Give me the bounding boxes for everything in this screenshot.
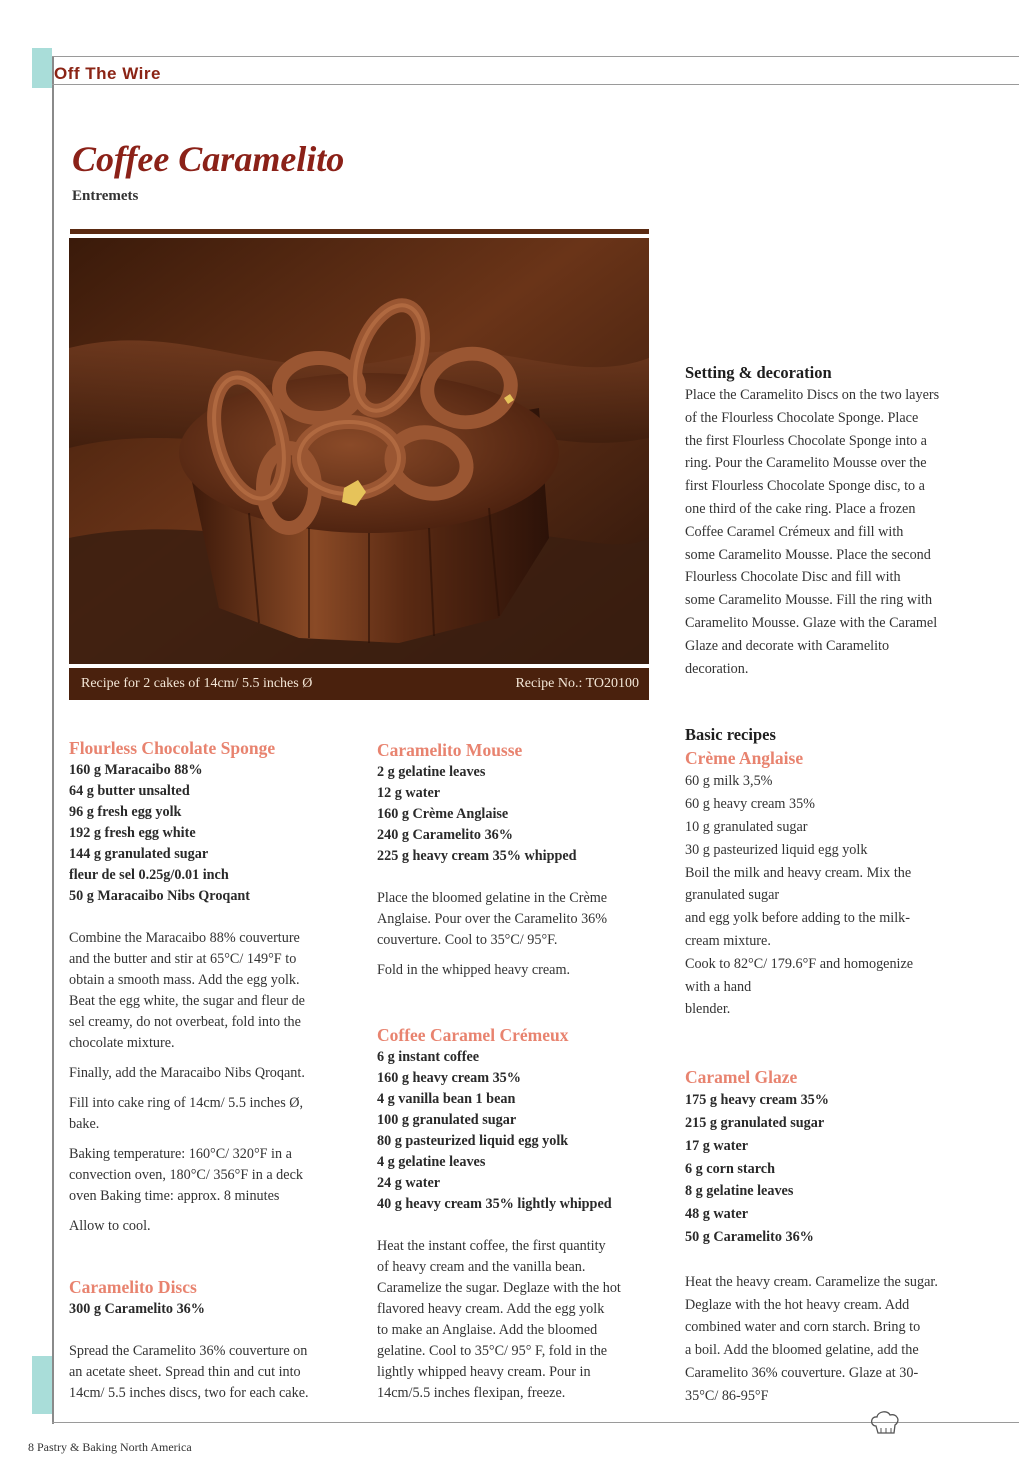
sponge-method-4 — [69, 1144, 349, 1207]
text-line: Anglaise. Pour over the Caramelito 36% — [377, 911, 608, 927]
text-line: Caramelize the sugar. Deglaze with the hot — [377, 1280, 621, 1296]
text-line: and egg yolk before adding to the milk- — [685, 910, 910, 927]
text-line: to make an Anglaise. Add the bloomed — [377, 1322, 598, 1338]
recipe-subtitle: Entremets — [72, 188, 139, 204]
text-line: oven Baking time: approx. 8 minutes — [69, 1188, 280, 1204]
text-line: Coffee Caramel Crémeux and fill with — [685, 523, 904, 540]
ingredient: 17 g water — [685, 1137, 749, 1154]
ingredient: 225 g heavy cream 35% whipped — [377, 848, 577, 864]
text-line: convection oven, 180°C/ 356°F in a deck — [69, 1167, 303, 1183]
text-line: with a hand — [685, 978, 752, 995]
text-line: blender. — [685, 1001, 731, 1018]
text-line: the first Flourless Chocolate Sponge into a — [685, 432, 927, 449]
text-line: Finally, add the Maracaibo Nibs Qroqant. — [69, 1065, 305, 1081]
text-line: some Caramelito Mousse. Fill the ring with — [685, 592, 933, 609]
text-line: ring. Pour the Caramelito Mousse over the — [685, 455, 927, 472]
discs-heading: Caramelito Discs — [69, 1277, 197, 1297]
text-line: Baking temperature: 160°C/ 320°F in a — [69, 1146, 292, 1162]
text-line: Caramelito Mousse. Glaze with the Caramel — [685, 614, 938, 631]
text-line: a boil. Add the bloomed gelatine, add the — [685, 1342, 919, 1359]
text-line: Heat the instant coffee, the first quantity — [377, 1238, 606, 1254]
setting-text — [685, 384, 985, 680]
setting-heading: Setting & decoration — [685, 363, 832, 382]
ingredient: 6 g corn starch — [685, 1160, 775, 1177]
mousse-method-2 — [377, 960, 657, 981]
text-line: granulated sugar — [685, 887, 780, 904]
cremeux-heading: Coffee Caramel Crémeux — [377, 1025, 569, 1045]
text-line: flavored heavy cream. Add the egg yolk — [377, 1301, 605, 1317]
ingredient: 80 g pasteurized liquid egg yolk — [377, 1133, 569, 1149]
text-line: Place the bloomed gelatine in the Crème — [377, 890, 608, 906]
discs-method — [69, 1341, 349, 1404]
ingredient: 215 g granulated sugar — [685, 1114, 825, 1131]
ingredient: 175 g heavy cream 35% — [685, 1092, 829, 1109]
ingredient: 2 g gelatine leaves — [377, 764, 486, 780]
text-line: one third of the cake ring. Place a frozen — [685, 500, 916, 517]
teal-corner-accent-top — [32, 48, 52, 88]
ingredient: 8 g gelatine leaves — [685, 1183, 794, 1200]
text-line: first Flourless Chocolate Sponge disc, to a — [685, 478, 925, 495]
text-line: chocolate mixture. — [69, 1035, 175, 1051]
ingredient: 12 g water — [377, 785, 441, 801]
text-line: Combine the Maracaibo 88% couverture — [69, 930, 300, 946]
sponge-ingredients — [69, 760, 349, 907]
anglaise-method — [685, 862, 985, 1022]
ingredient: 160 g Crème Anglaise — [377, 806, 509, 822]
text-line: Deglaze with the hot heavy cream. Add — [685, 1296, 910, 1313]
text-line: Allow to cool. — [69, 1218, 151, 1234]
ingredient: 160 g heavy cream 35% — [377, 1070, 521, 1086]
title-rule — [70, 229, 649, 234]
ingredient: 50 g Caramelito 36% — [685, 1228, 814, 1245]
cremeux-method — [377, 1236, 657, 1404]
text-line: lightly whipped heavy cream. Pour in — [377, 1364, 591, 1380]
teal-corner-accent-bottom — [32, 1356, 52, 1414]
ingredient: 6 g instant coffee — [377, 1049, 480, 1065]
header-underline-rule — [52, 84, 1019, 85]
anglaise-heading: Crème Anglaise — [685, 748, 804, 769]
basic-recipes-heading: Basic recipes — [685, 725, 776, 745]
anglaise-ingredients — [685, 770, 985, 861]
text-line: obtain a smooth mass. Add the egg yolk. — [69, 972, 300, 988]
column-middle — [377, 738, 657, 1404]
yield-text: Recipe for 2 cakes of 14cm/ 5.5 inches Ø — [81, 676, 313, 691]
ingredient: 60 g milk 3,5% — [685, 773, 773, 790]
ingredient: 4 g gelatine leaves — [377, 1154, 486, 1170]
ingredient: 50 g Maracaibo Nibs Qroqant — [69, 888, 251, 904]
text-line: combined water and corn starch. Bring to — [685, 1319, 921, 1336]
ingredient: 40 g heavy cream 35% lightly whipped — [377, 1196, 612, 1212]
sponge-method-3 — [69, 1093, 349, 1135]
text-line: some Caramelito Mousse. Place the second — [685, 546, 931, 563]
frame-top-rule — [52, 56, 1019, 57]
text-line: cream mixture. — [685, 932, 771, 949]
chef-hat-icon — [868, 1408, 902, 1443]
ingredient: 100 g granulated sugar — [377, 1112, 517, 1128]
section-label: Off The Wire — [54, 64, 161, 83]
text-line: Glaze and decorate with Caramelito — [685, 637, 890, 654]
recipe-number: Recipe No.: TO20100 — [515, 676, 639, 691]
text-line: 14cm/5.5 inches flexipan, freeze. — [377, 1385, 566, 1401]
ingredient: fleur de sel 0.25g/0.01 inch — [69, 867, 229, 883]
sponge-method-2 — [69, 1063, 349, 1084]
ingredient: 24 g water — [377, 1175, 441, 1191]
column-left — [69, 736, 349, 1404]
text-line: Beat the egg white, the sugar and fleur de — [69, 993, 305, 1009]
glaze-ingredients — [685, 1089, 985, 1249]
text-line: sel creamy, do not overbeat, fold into the — [69, 1014, 301, 1030]
sponge-method-5 — [69, 1216, 349, 1237]
cake-photo — [69, 238, 649, 664]
ingredient: 60 g heavy cream 35% — [685, 796, 816, 813]
text-line: couverture. Cool to 35°C/ 95°F. — [377, 932, 558, 948]
text-line: an acetate sheet. Spread thin and cut into — [69, 1364, 301, 1380]
ingredient: 300 g Caramelito 36% — [69, 1301, 205, 1317]
text-line: gelatine. Cool to 35°C/ 95° F, fold in the — [377, 1343, 608, 1359]
recipe-caption-bar — [69, 668, 649, 700]
ingredient: 10 g granulated sugar — [685, 818, 808, 835]
text-line: Boil the milk and heavy cream. Mix the — [685, 864, 912, 881]
text-line: Spread the Caramelito 36% couverture on — [69, 1343, 308, 1359]
glaze-method — [685, 1271, 985, 1408]
sponge-heading: Flourless Chocolate Sponge — [69, 738, 276, 758]
text-line: Heat the heavy cream. Caramelize the sugar. — [685, 1273, 938, 1290]
text-line: decoration. — [685, 660, 749, 677]
ingredient: 48 g water — [685, 1206, 749, 1223]
text-line: bake. — [69, 1116, 100, 1132]
text-line: Fill into cake ring of 14cm/ 5.5 inches Ø, — [69, 1095, 304, 1111]
discs-ingredients — [69, 1299, 349, 1320]
ingredient: 160 g Maracaibo 88% — [69, 762, 203, 778]
text-line: of heavy cream and the vanilla bean. — [377, 1259, 586, 1275]
mousse-heading: Caramelito Mousse — [377, 740, 523, 760]
ingredient: 64 g butter unsalted — [69, 783, 190, 799]
page-footer: 8 Pastry & Baking North America — [28, 1440, 192, 1454]
frame-left-rule — [52, 56, 54, 1424]
ingredient: 240 g Caramelito 36% — [377, 827, 513, 843]
text-line: of the Flourless Chocolate Sponge. Place — [685, 409, 919, 426]
recipe-title: Coffee Caramelito — [72, 139, 345, 179]
text-line: 14cm/ 5.5 inches discs, two for each cake. — [69, 1385, 309, 1401]
text-line: 35°C/ 86-95°F — [685, 1387, 769, 1404]
column-right — [685, 362, 985, 1407]
sponge-method-1 — [69, 928, 349, 1054]
ingredient: 30 g pasteurized liquid egg yolk — [685, 841, 868, 858]
mousse-method-1 — [377, 888, 657, 951]
text-line: Caramelito 36% couverture. Glaze at 30- — [685, 1364, 919, 1381]
text-line: Cook to 82°C/ 179.6°F and homogenize — [685, 955, 914, 972]
ingredient: 4 g vanilla bean 1 bean — [377, 1091, 516, 1107]
glaze-heading: Caramel Glaze — [685, 1067, 798, 1088]
ingredient: 96 g fresh egg yolk — [69, 804, 182, 820]
text-line: Place the Caramelito Discs on the two layers — [685, 387, 940, 403]
ingredient: 192 g fresh egg white — [69, 825, 196, 841]
mousse-ingredients — [377, 762, 657, 867]
cremeux-ingredients — [377, 1047, 657, 1215]
ingredient: 144 g granulated sugar — [69, 846, 209, 862]
text-line: and the butter and stir at 65°C/ 149°F to — [69, 951, 297, 967]
text-line: Flourless Chocolate Disc and fill with — [685, 569, 901, 586]
text-line: Fold in the whipped heavy cream. — [377, 962, 571, 978]
